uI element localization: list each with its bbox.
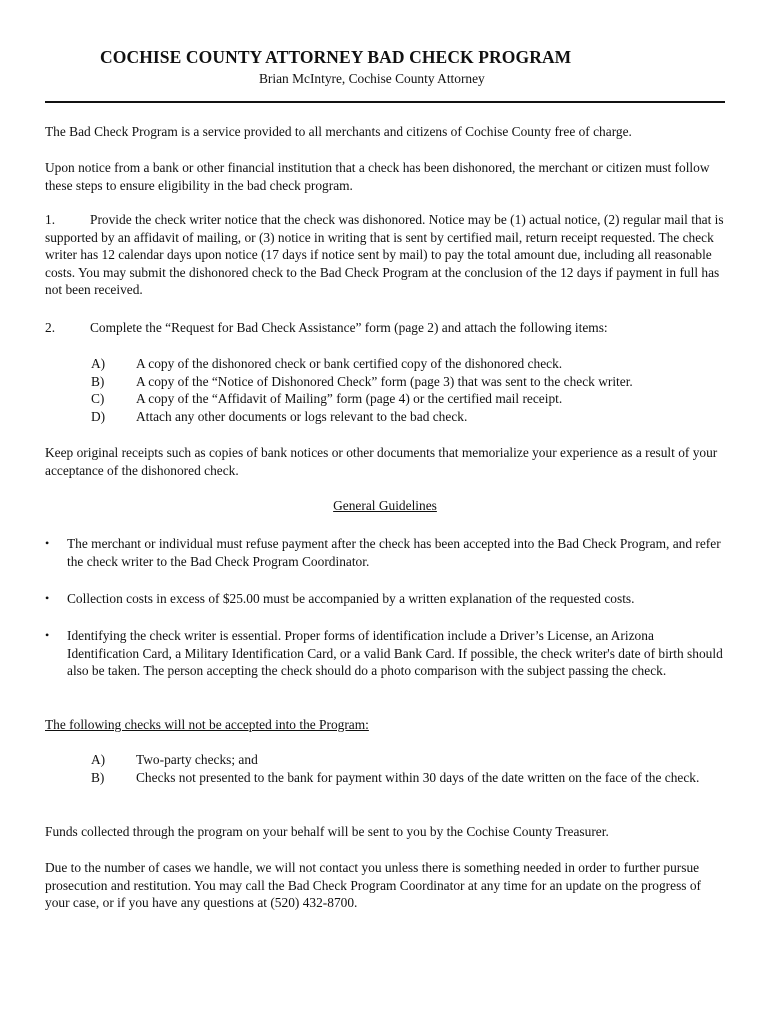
guideline-item [45, 627, 725, 680]
list-text: Two-party checks; and [136, 752, 258, 767]
bullet-icon: • [45, 536, 50, 550]
intro-paragraph: Upon notice from a bank or other financial institution that a check has been dishonored, the merchant or citizen must follow these steps to ensure eligibility in the bad check program. [45, 160, 710, 193]
header-divider [45, 101, 725, 103]
list-item [91, 769, 731, 787]
list-item [91, 390, 731, 408]
step-number: 2. [45, 320, 56, 335]
list-key: B) [91, 769, 105, 785]
guideline-item [45, 590, 725, 608]
bullet-icon: • [45, 591, 50, 605]
list-item [91, 408, 731, 426]
page-title: COCHISE COUNTY ATTORNEY BAD CHECK PROGRAM [100, 47, 572, 67]
list-text: A copy of the “Affidavit of Mailing” form (page 4) or the certified mail receipt. [136, 391, 563, 406]
guideline-text: The merchant or individual must refuse payment after the check has been accepted into the Bad Check Program, and refer the check writer to the Bad Check Program Coordinator. [67, 536, 721, 569]
guideline-item [45, 535, 725, 570]
keep-receipts-paragraph: Keep original receipts such as copies of bank notices or other documents that memorialize your experience as a result of your acceptance of the dishonored check. [45, 445, 718, 478]
guidelines-heading-row [45, 497, 725, 515]
list-item [91, 751, 731, 769]
list-text: A copy of the dishonored check or bank certified copy of the dishonored check. [136, 356, 563, 371]
page-subtitle: Brian McIntyre, Cochise County Attorney [259, 71, 485, 86]
list-key: D) [91, 408, 106, 424]
step-item [45, 319, 725, 337]
list-item [91, 373, 731, 391]
bullet-icon: • [45, 628, 50, 642]
guidelines-heading: General Guidelines [333, 498, 437, 513]
not-accepted-heading-row [45, 716, 725, 734]
guideline-text: Identifying the check writer is essential. Proper forms of identification include a Driver’s License, an Arizona Identification Card, a Military Identification Card, or a valid Bank Card. If possible, the check writer's date of birth should also be taken. The person accepting the check should do a photo comparison with the subject passing the check. [67, 628, 723, 678]
step-number: 1. [45, 212, 56, 227]
list-text: A copy of the “Notice of Dishonored Check” form (page 3) that was sent to the check writer. [136, 373, 633, 389]
not-accepted-heading: The following checks will not be accepted into the Program: [45, 717, 369, 732]
list-text: Attach any other documents or logs relevant to the bad check. [136, 408, 468, 424]
list-text: Checks not presented to the bank for payment within 30 days of the date written on the face of the check. [136, 769, 700, 785]
list-key: B) [91, 373, 105, 389]
list-key: C) [91, 391, 105, 406]
list-key: A) [91, 356, 106, 371]
step-text: Complete the “Request for Bad Check Assistance” form (page 2) and attach the following items: [90, 320, 608, 335]
list-item [91, 355, 731, 373]
list-key: A) [91, 752, 106, 767]
not-accepted-list [91, 751, 731, 786]
step-text: Provide the check writer notice that the check was dishonored. Notice may be (1) actual notice, (2) regular mail that is supported by an affidavit of mailing, or (3) notice in writing that is sent by certified mail, return receipt requested. The check writer has 12 calendar days upon notice (17 days if notice sent by mail) to pay the total amount due, including all reasonable costs. You may submit the dishonored check to the Bad Check Program at the conclusion of the 12 days if payment in full has not been received. [45, 212, 724, 297]
closing-paragraph: Due to the number of cases we handle, we will not contact you unless there is something needed in order to further pursue prosecution and restitution. You may call the Bad Check Program Coordinator at any time for an update on the progress of your case, or if you have any questions at (520) 432-8700. [45, 860, 701, 910]
guideline-text: Collection costs in excess of $25.00 must be accompanied by a written explanation of the requested costs. [67, 591, 635, 606]
step-item [45, 211, 725, 299]
intro-paragraph: The Bad Check Program is a service provided to all merchants and citizens of Cochise County free of charge. [45, 124, 632, 139]
funds-paragraph: Funds collected through the program on your behalf will be sent to you by the Cochise County Treasurer. [45, 824, 609, 839]
attachments-list [91, 355, 731, 425]
